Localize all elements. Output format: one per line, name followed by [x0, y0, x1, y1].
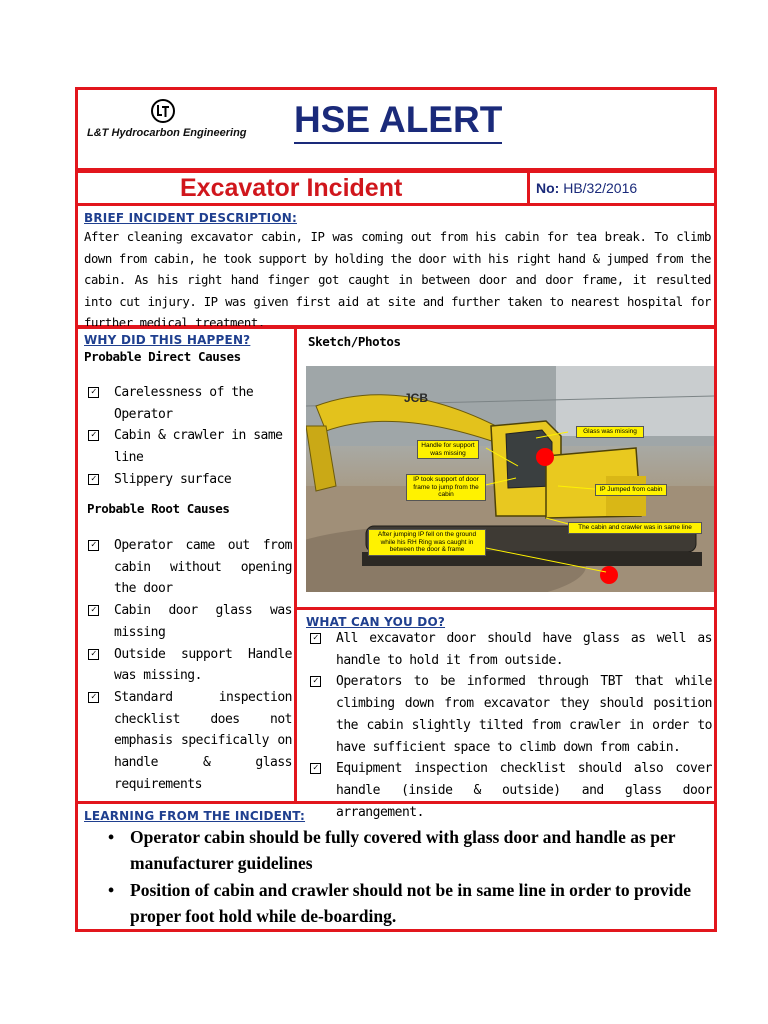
list-item: • Position of cabin and crawler should not be in same line in order to provide proper foot hold while de-boarding.: [130, 877, 730, 929]
list-item: • Operator cabin should be fully covered with glass door and handle as per manufacturer guidelines: [130, 824, 730, 876]
bullet-icon: •: [108, 827, 115, 847]
bullet-icon: •: [108, 880, 115, 900]
callout-crawler: The cabin and crawler was in same line: [568, 522, 702, 534]
company-logo: [87, 98, 247, 142]
callout-glass: Glass was missing: [576, 426, 644, 438]
why-heading: WHY DID THIS HAPPEN?: [84, 333, 251, 347]
checkbox-icon: ✓: [310, 633, 321, 644]
incident-number-value: HB/32/2016: [563, 180, 638, 196]
list-item: ✓ Operators to be informed through TBT that while climbing down from excavator they should position the cabin slightly tilted from crawler in order to have sufficient space to climb down from cabin.: [308, 671, 712, 758]
header-box: [75, 87, 717, 171]
incident-photo: [306, 366, 714, 592]
direct-causes-list: [86, 382, 292, 491]
list-item: ✓ Carelessness of the Operator: [86, 382, 292, 425]
callout-support: IP took support of door frame to jump from the cabin: [406, 474, 486, 501]
checkbox-icon: ✓: [88, 474, 99, 485]
incident-number-label: No:: [536, 180, 560, 196]
incident-number-box: [527, 170, 717, 206]
checkbox-icon: ✓: [88, 692, 99, 703]
learning-list: [102, 824, 730, 929]
brand-label: JCB: [404, 391, 429, 405]
checkbox-icon: ✓: [88, 605, 99, 616]
list-item: ✓ Equipment inspection checklist should also cover handle (inside & outside) and glass door arrangement.: [308, 758, 712, 823]
list-item: ✓ Slippery surface: [86, 469, 292, 491]
checkbox-icon: ✓: [88, 387, 99, 398]
checkbox-icon: ✓: [310, 676, 321, 687]
why-box: [75, 326, 297, 804]
list-item: ✓ Outside support Handle was missing.: [86, 644, 292, 687]
incident-title-box: [75, 170, 530, 206]
checkbox-icon: ✓: [88, 430, 99, 441]
list-item: ✓ Operator came out from cabin without opening the door: [86, 535, 292, 600]
learning-heading: LEARNING FROM THE INCIDENT:: [84, 809, 306, 823]
learning-box: [75, 801, 717, 932]
callout-ground: After jumping IP fell on the ground while his RH Ring was caught in between the door & frame: [368, 529, 486, 556]
what-list: [308, 628, 712, 823]
root-causes-title: Probable Root Causes: [87, 501, 230, 516]
sketch-heading: Sketch/Photos: [308, 334, 401, 349]
what-heading: WHAT CAN YOU DO?: [306, 615, 446, 629]
list-item: ✓ Cabin & crawler in same line: [86, 425, 292, 468]
root-causes-list: [86, 535, 292, 795]
brief-heading: BRIEF INCIDENT DESCRIPTION:: [84, 211, 297, 225]
brief-text: After cleaning excavator cabin, IP was coming out from his cabin for tea break. To climb down from cabin, he took support by holding the door with his right hand & jumped from the cabin. As his right hand finger got caught in between door and door frame, it resulted into cut injury. IP was given first aid at site and further taken to nearest hospital for further medical treatment.: [84, 230, 711, 331]
excavator-illustration: [306, 366, 714, 592]
checkbox-icon: ✓: [88, 540, 99, 551]
what-box: [294, 607, 717, 820]
direct-causes-title: Probable Direct Causes: [84, 349, 241, 364]
company-name: L&T Hydrocarbon Engineering: [87, 127, 247, 139]
checkbox-icon: ✓: [88, 649, 99, 660]
alert-title: HSE ALERT: [294, 98, 502, 144]
callout-handle: Handle for support was missing: [417, 440, 479, 459]
lt-logo-icon: [150, 98, 176, 124]
sketch-box: [294, 326, 717, 610]
list-item: ✓ All excavator door should have glass as well as handle to hold it from outside.: [308, 628, 712, 671]
list-item: ✓ Standard inspection checklist does not emphasis specifically on handle & glass requirements: [86, 687, 292, 796]
checkbox-icon: ✓: [310, 763, 321, 774]
list-item: ✓ Cabin door glass was missing: [86, 600, 292, 643]
callout-jumped: IP Jumped from cabin: [595, 484, 667, 496]
incident-title: Excavator Incident: [180, 174, 403, 202]
brief-description-box: [75, 203, 717, 331]
incident-number: [536, 180, 637, 196]
